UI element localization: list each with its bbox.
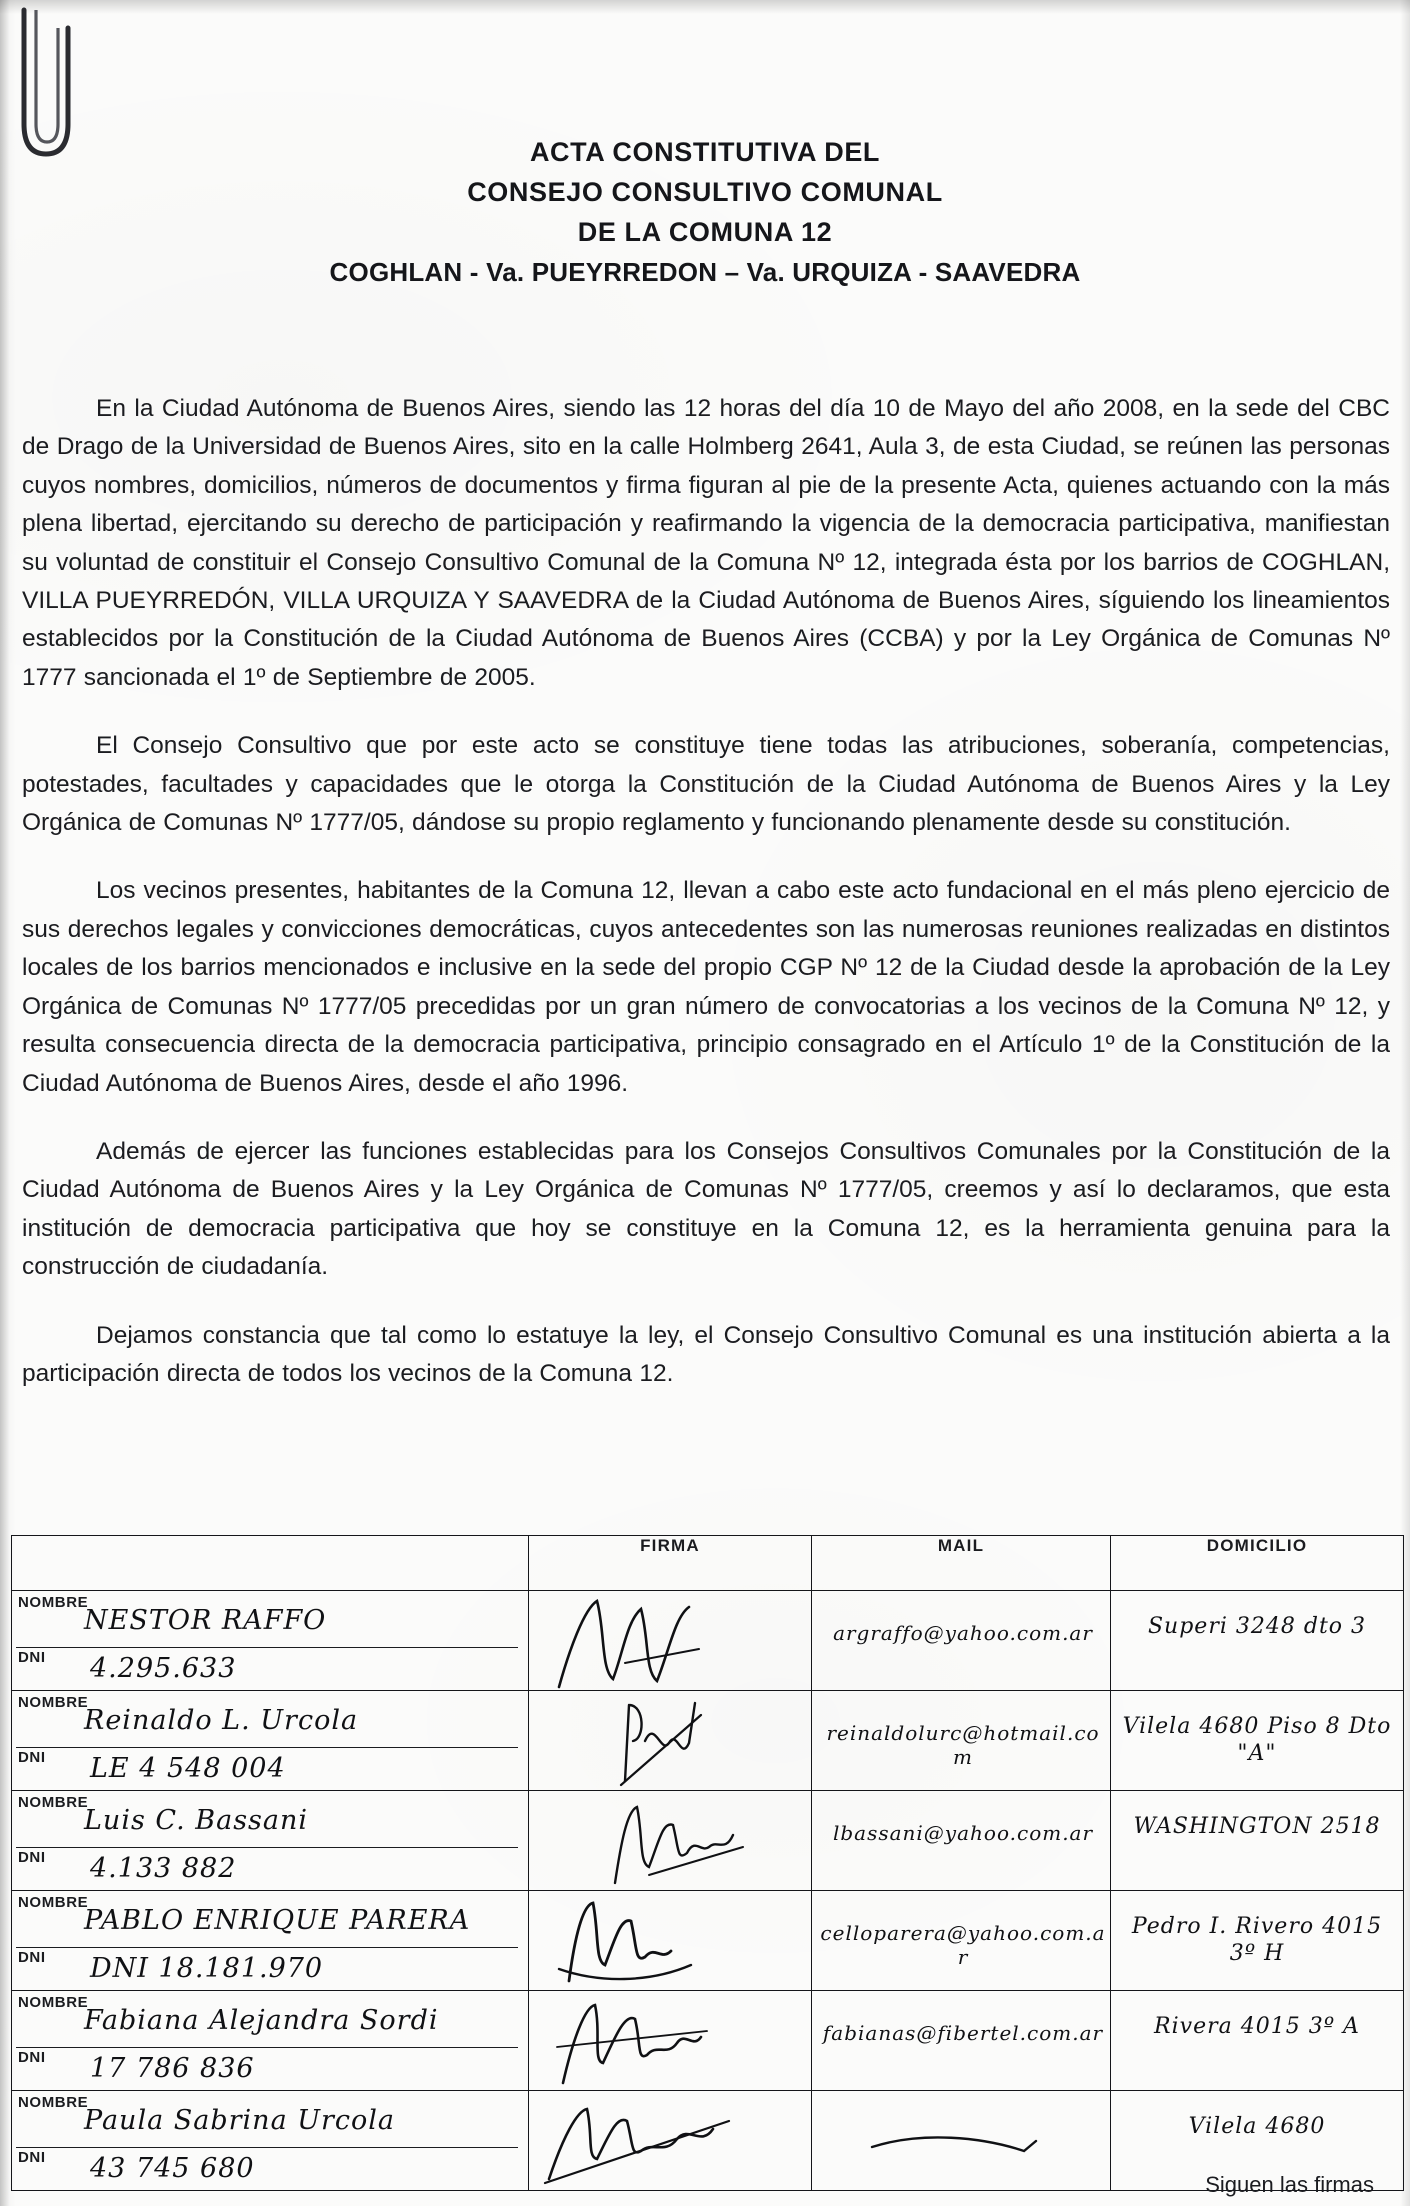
paragraph-3: Los vecinos presentes, habitantes de la Comuna 12, llevan a cabo este acto fundacional en el más pleno ejercicio de sus derechos legales y convicciones democráticas, cuyos antecedentes son las numerosas reuniones realizadas en distintos locales de los barrios mencionados e inclusive en la sede del propio CGP Nº 12 de la Ciudad desde la aprobación de la Ley Orgánica de Comunas Nº 1777/05 precedidas por un gran número de convocatorias a los vecinos de la Comuna Nº 12, y resulta consecuencia directa de la democracia participativa, principio consagrado en el Artículo 1º de la Constitución de la Ciudad Autónoma de Buenos Aires, desde el año 1996.: [22, 877, 1390, 1097]
cell-firma: [529, 1791, 812, 1891]
value-mail: celloparera@yahoo.com.ar: [820, 1921, 1106, 1969]
title-line-1: ACTA CONSTITUTIVA DEL: [529, 137, 881, 167]
label-dni: DNI: [18, 2149, 46, 2166]
cell-nombre: [12, 1691, 529, 1791]
cell-mail: [812, 1591, 1111, 1691]
paragraph-2: El Consejo Consultivo que por este acto se constituye tiene todas las atribuciones, soberanía, competencias, potestades, facultades y capacidades que le otorga la Constitución de la Ciudad Autónoma de Buenos Aires y la Ley Orgánica de Comunas Nº 1777/05, dándose su propio reglamento y funcionando plenamente desde su constitución.: [22, 732, 1390, 837]
signature-mark: [529, 1591, 811, 1690]
value-domicilio: WASHINGTON 2518: [1133, 1814, 1381, 1839]
value-nombre: PABLO ENRIQUE PARERA: [84, 1905, 471, 1936]
cell-domicilio: [1111, 1791, 1404, 1891]
cell-nombre: [12, 2091, 529, 2191]
value-domicilio: Superi 3248 dto 3: [1147, 1614, 1367, 1639]
label-dni: DNI: [18, 1849, 46, 1866]
name-underline: [16, 2147, 518, 2148]
title-line-4: COGHLAN - Va. PUEYRREDON – Va. URQUIZA - SAAVEDRA: [329, 257, 1081, 287]
value-mail: reinaldolurc@hotmail.com: [826, 1721, 1100, 1769]
footer-note: Siguen las firmas: [1205, 2172, 1374, 2197]
document-body: [22, 390, 1390, 1423]
signature-mark: [529, 1691, 811, 1790]
name-underline: [16, 1647, 518, 1648]
value-nombre: NESTOR RAFFO: [84, 1605, 327, 1636]
title-line-3: DE LA COMUNA 12: [577, 217, 833, 247]
cell-mail: [812, 1691, 1111, 1791]
table-row: [12, 1691, 1404, 1791]
value-nombre: Fabiana Alejandra Sordi: [84, 2005, 439, 2036]
value-dni: DNI 18.181.970: [90, 1953, 324, 1984]
cell-domicilio: [1111, 1691, 1404, 1791]
paragraph-5: Dejamos constancia que tal como lo estatuye la ley, el Consejo Consultivo Comunal es una institución abierta a la participación directa de todos los vecinos de la Comuna 12.: [22, 1321, 1390, 1387]
mail-dash-mark: [812, 2091, 1110, 2190]
value-nombre: Luis C. Bassani: [84, 1805, 309, 1836]
label-dni: DNI: [18, 1949, 46, 1966]
table-header: [12, 1536, 1404, 1591]
cell-nombre: [12, 1591, 529, 1691]
label-dni: DNI: [18, 2049, 46, 2066]
table-body: [12, 1591, 1404, 2191]
column-header-firma: FIRMA: [529, 1536, 812, 1591]
label-dni: DNI: [18, 1749, 46, 1766]
cell-firma: [529, 1991, 812, 2091]
cell-domicilio: [1111, 1891, 1404, 1991]
paragraph-1: En la Ciudad Autónoma de Buenos Aires, siendo las 12 horas del día 10 de Mayo del año 2008, en la sede del CBC de Drago de la Universidad de Buenos Aires, sito en la calle Holmberg 2641, Aula 3, de esta Ciudad, se reúnen las personas cuyos nombres, domicilios, números de documentos y firma figuran al pie de la presente Acta, quienes actuando con la más plena libertad, ejercitando su derecho de participación y reafirmando la vigencia de la democracia participativa, manifiestan su voluntad de constituir el Consejo Consultivo Comunal de la Comuna Nº 12, integrada ésta por los barrios de COGHLAN, VILLA PUEYRREDÓN, VILLA URQUIZA Y SAAVEDRA de la Ciudad Autónoma de Buenos Aires, síguiendo los lineamientos establecidos por la Constitución de la Ciudad Autónoma de Buenos Aires (CCBA) y por la Ley Orgánica de Comunas Nº 1777 sancionada el 1º de Septiembre de 2005.: [22, 395, 1390, 691]
name-underline: [16, 2047, 518, 2048]
label-nombre: NOMBRE: [18, 1794, 89, 1811]
cell-domicilio: [1111, 1991, 1404, 2091]
value-domicilio: Rivera 4015 3º A: [1154, 2014, 1360, 2039]
value-domicilio: Vilela 4680: [1188, 2114, 1326, 2139]
paragraph-4: Además de ejercer las funciones establecidas para los Consejos Consultivos Comunales por la Constitución de la Ciudad Autónoma de Buenos Aires y la Ley Orgánica de Comunas Nº 1777/05, creemos y así lo declaramos, que esta institución de democracia participativa que hoy se constituye en la Comuna 12, es la herramienta genuina para la construcción de ciudadanía.: [22, 1137, 1390, 1281]
value-mail: lbassani@yahoo.com.ar: [832, 1821, 1094, 1845]
label-nombre: NOMBRE: [18, 1994, 89, 2011]
value-dni: 4.133 882: [90, 1853, 237, 1884]
value-mail: fabianas@fibertel.com.ar: [822, 2021, 1104, 2045]
value-mail: argraffo@yahoo.com.ar: [833, 1621, 1093, 1645]
title-line-2: CONSEJO CONSULTIVO COMUNAL: [467, 177, 943, 207]
column-header-nombre: [12, 1536, 529, 1591]
cell-mail: [812, 1791, 1111, 1891]
cell-firma: [529, 2091, 812, 2191]
value-nombre: Paula Sabrina Urcola: [84, 2105, 396, 2136]
value-dni: 4.295.633: [90, 1653, 237, 1684]
signature-mark: [529, 2091, 811, 2190]
table-row: [12, 1991, 1404, 2091]
table-header-row: [12, 1536, 1404, 1591]
column-header-mail: MAIL: [812, 1536, 1111, 1591]
cell-firma: [529, 1891, 812, 1991]
cell-firma: [529, 1691, 812, 1791]
name-underline: [16, 1947, 518, 1948]
name-underline: [16, 1847, 518, 1848]
label-nombre: NOMBRE: [18, 1594, 89, 1611]
value-dni: 17 786 836: [90, 2053, 255, 2084]
document-title: [0, 132, 1410, 292]
value-domicilio: Pedro I. Rivero 4015 3º H: [1131, 1914, 1383, 1966]
value-dni: 43 745 680: [90, 2153, 255, 2184]
value-domicilio: Vilela 4680 Piso 8 Dto "A": [1122, 1714, 1392, 1766]
name-underline: [16, 1747, 518, 1748]
signature-table: [11, 1535, 1404, 2191]
cell-mail: [812, 1891, 1111, 1991]
cell-nombre: [12, 1991, 529, 2091]
cell-firma: [529, 1591, 812, 1691]
table-row: [12, 1591, 1404, 1691]
label-dni: DNI: [18, 1649, 46, 1666]
table-row: [12, 1891, 1404, 1991]
value-dni: LE 4 548 004: [90, 1753, 286, 1784]
label-nombre: NOMBRE: [18, 2094, 89, 2111]
cell-domicilio: [1111, 1591, 1404, 1691]
cell-mail: [812, 1991, 1111, 2091]
table-row: [12, 2091, 1404, 2191]
cell-nombre: [12, 1891, 529, 1991]
cell-mail: [812, 2091, 1111, 2191]
signature-mark: [529, 1791, 811, 1890]
scan-edge-shadow-top: [0, 0, 1410, 14]
value-nombre: Reinaldo L. Urcola: [84, 1705, 359, 1736]
cell-nombre: [12, 1791, 529, 1891]
label-nombre: NOMBRE: [18, 1894, 89, 1911]
signature-mark: [529, 1991, 811, 2090]
signature-mark: [529, 1891, 811, 1990]
table-row: [12, 1791, 1404, 1891]
column-header-domicilio: DOMICILIO: [1111, 1536, 1404, 1591]
label-nombre: NOMBRE: [18, 1694, 89, 1711]
